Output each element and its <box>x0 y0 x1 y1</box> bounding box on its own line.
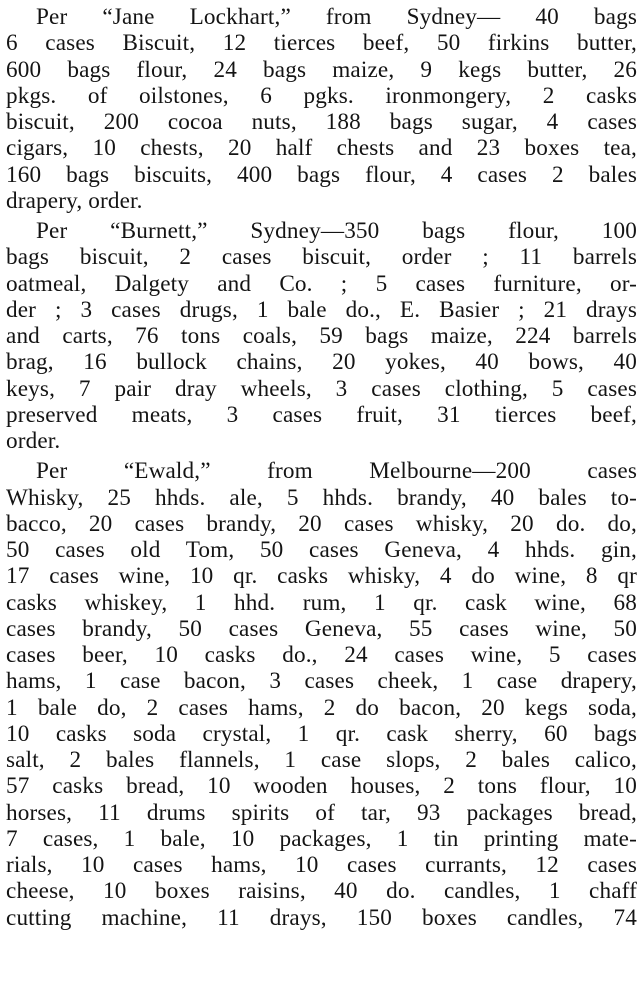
text-line: horses, 11 drums spirits of tar, 93 packages bread, <box>6 799 637 826</box>
text-line: bags biscuit, 2 cases biscuit, order ; 11 barrels <box>6 244 637 271</box>
text-line: 10 casks soda crystal, 1 qr. cask sherry, 60 bags <box>6 720 637 747</box>
text-line: order. <box>6 428 61 454</box>
text-line: rials, 10 cases hams, 10 cases currants, 12 cases <box>6 852 637 878</box>
text-line: cases brandy, 50 cases Geneva, 55 cases wine, 50 <box>6 615 637 642</box>
text-line: Whisky, 25 hhds. ale, 5 hhds. brandy, 40 bales to- <box>6 484 637 511</box>
paragraph-burnett <box>6 218 637 454</box>
text-line: preserved meats, 3 cases fruit, 31 tierces beef, <box>6 401 637 428</box>
text-line: bacco, 20 cases brandy, 20 cases whisky, 20 do. do, <box>6 510 637 537</box>
text-line: keys, 7 pair dray wheels, 3 cases clothing, 5 cases <box>6 375 637 402</box>
text-line: 50 cases old Tom, 50 cases Geneva, 4 hhds. gin, <box>6 537 637 563</box>
text-line: cutting machine, 11 drays, 150 boxes candles, 74 <box>6 904 637 931</box>
text-line: brag, 16 bullock chains, 20 yokes, 40 bows, 40 <box>6 349 637 376</box>
text-line: salt, 2 bales flannels, 1 case slops, 2 bales calico, <box>6 747 637 773</box>
text-line: 7 cases, 1 bale, 10 packages, 1 tin printing mate- <box>6 825 637 852</box>
shipping-cargo-article <box>6 4 637 931</box>
text-line: Per “Ewald,” from Melbourne—200 cases <box>36 458 637 485</box>
text-line: Per “Jane Lockhart,” from Sydney— 40 bags <box>36 4 637 30</box>
text-line: 160 bags biscuits, 400 bags flour, 4 cases 2 bales <box>6 161 637 188</box>
text-line: and carts, 76 tons coals, 59 bags maize, 224 barrels <box>6 323 637 349</box>
text-line: drapery, order. <box>6 187 143 214</box>
text-line: cases beer, 10 casks do., 24 cases wine, 5 cases <box>6 642 637 668</box>
text-line: casks whiskey, 1 hhd. rum, 1 qr. cask wine, 68 <box>6 589 637 616</box>
text-line: 1 bale do, 2 cases hams, 2 do bacon, 20 kegs soda, <box>6 694 637 721</box>
text-line: oatmeal, Dalgety and Co. ; 5 cases furniture, or- <box>6 270 637 297</box>
text-line: 57 casks bread, 10 wooden houses, 2 tons flour, 10 <box>6 773 637 800</box>
text-line: cigars, 10 chests, 20 half chests and 23 boxes tea, <box>6 135 637 162</box>
text-line: der ; 3 cases drugs, 1 bale do., E. Basier ; 21 drays <box>6 296 637 323</box>
text-line: Per “Burnett,” Sydney—350 bags flour, 100 <box>36 218 637 244</box>
text-line: 600 bags flour, 24 bags maize, 9 kegs butter, 26 <box>6 56 637 83</box>
text-line: pkgs. of oilstones, 6 pgks. ironmongery, 2 casks <box>6 82 637 109</box>
text-line: biscuit, 200 cocoa nuts, 188 bags sugar, 4 cases <box>6 109 637 135</box>
paragraph-ewald <box>6 458 637 931</box>
paragraph-jane-lockhart <box>6 4 637 214</box>
text-line: 17 cases wine, 10 qr. casks whisky, 4 do wine, 8 qr <box>6 563 637 590</box>
text-line: 6 cases Biscuit, 12 tierces beef, 50 firkins butter, <box>6 30 637 57</box>
text-line: cheese, 10 boxes raisins, 40 do. candles, 1 chaff <box>6 878 637 905</box>
text-line: hams, 1 case bacon, 3 cases cheek, 1 case drapery, <box>6 668 637 695</box>
